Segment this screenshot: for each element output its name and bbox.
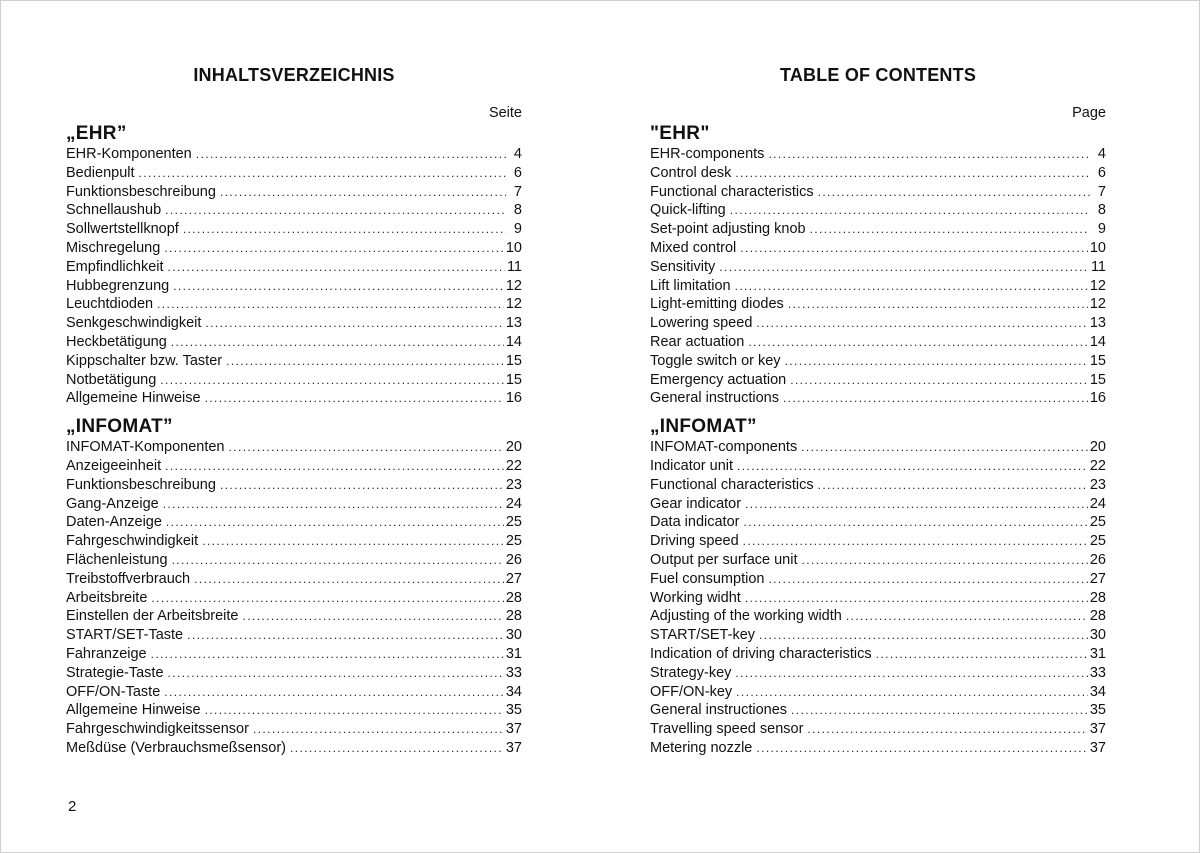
toc-entry [66, 164, 522, 183]
toc-entry-label: Bedienpult [66, 164, 135, 181]
toc-entry-label: START/SET-key [650, 627, 756, 644]
toc-entry [66, 201, 522, 220]
toc-entry [66, 720, 522, 739]
toc-entry-page: 35 [1089, 702, 1106, 719]
toc-entry-label: Indicator unit [650, 457, 734, 474]
toc-entry [650, 164, 1106, 183]
dot-leader [165, 457, 504, 476]
toc-entry-page: 26 [1089, 551, 1106, 568]
toc-entry [66, 145, 522, 164]
toc-entry-label: Treibstoffverbrauch [66, 570, 191, 587]
toc-entry-page: 15 [1089, 352, 1106, 369]
toc-entry-label: Fahrgeschwindigkeit [66, 533, 199, 550]
toc-entry-label: Fahrgeschwindigkeitssensor [66, 721, 249, 738]
dot-leader [171, 333, 504, 352]
toc-entry-page: 24 [1089, 495, 1106, 512]
toc-entry-label: Toggle switch or key [650, 352, 781, 369]
toc-entry-label: Sensitivity [650, 258, 716, 275]
toc-entry-label: Control desk [650, 164, 732, 181]
toc-entry-page: 37 [505, 721, 522, 738]
toc-entry-page: 25 [1089, 514, 1106, 531]
toc-entry [66, 476, 522, 495]
toc-entry-label: Mischregelung [66, 239, 161, 256]
toc-entry-page: 11 [1090, 258, 1106, 275]
toc-entry-page: 28 [1089, 608, 1106, 625]
toc-entry-label: Fuel consumption [650, 570, 765, 587]
toc-entry [66, 589, 522, 608]
toc-entry-page: 22 [1089, 457, 1106, 474]
toc-entry-page: 25 [1089, 533, 1106, 550]
toc-entry-page: 30 [505, 627, 522, 644]
dot-leader [730, 201, 1090, 220]
toc-entry-label: Fahranzeige [66, 645, 147, 662]
toc-entry-label: Kippschalter bzw. Taster [66, 352, 223, 369]
toc-entry-page: 4 [513, 146, 522, 162]
toc-entry-page: 28 [1089, 589, 1106, 606]
dot-leader [187, 626, 504, 645]
toc-list-infomat [66, 438, 522, 758]
toc-entry [66, 314, 522, 333]
toc-entry-page: 7 [1097, 183, 1106, 200]
toc-entry [66, 333, 522, 352]
section-title-ehr: "EHR" [650, 123, 710, 144]
dot-leader [226, 352, 504, 371]
toc-entry [66, 645, 522, 664]
toc-entry [650, 183, 1106, 202]
toc-entry-label: Allgemeine Hinweise [66, 390, 201, 407]
toc-entry-page: 27 [505, 570, 522, 587]
toc-entry-label: Lowering speed [650, 315, 753, 332]
toc-entry-label: Set-point adjusting knob [650, 221, 806, 238]
toc-entry [66, 438, 522, 457]
toc-entry-page: 37 [1089, 739, 1106, 756]
dot-leader [168, 664, 504, 683]
toc-entry-page: 8 [513, 202, 522, 219]
dot-leader [735, 664, 1087, 683]
dot-leader [160, 371, 504, 390]
toc-entry-label: Indication of driving characteristics [650, 645, 872, 662]
dot-leader [745, 589, 1088, 608]
dot-leader [745, 495, 1088, 514]
toc-entry-label: Flächenleistung [66, 551, 168, 568]
toc-entry-page: 9 [1097, 221, 1106, 238]
dot-leader [740, 239, 1088, 258]
toc-entry-label: Meßdüse (Verbrauchsmeßsensor) [66, 739, 286, 756]
toc-entry [66, 258, 522, 277]
dot-leader [783, 389, 1088, 408]
dot-leader [164, 239, 504, 258]
dot-leader [802, 551, 1088, 570]
dot-leader [735, 277, 1088, 296]
toc-entry [66, 701, 522, 720]
dot-leader [194, 570, 504, 589]
dot-leader [168, 258, 505, 277]
toc-entry-label: OFF/ON-key [650, 683, 733, 700]
dot-leader [768, 570, 1087, 589]
toc-entry-label: Funktionsbeschreibung [66, 183, 216, 200]
toc-entry-label: OFF/ON-Taste [66, 683, 161, 700]
toc-entry-page: 11 [506, 258, 522, 275]
dot-leader [810, 220, 1090, 239]
section-title-infomat: „INFOMAT” [66, 416, 173, 438]
dot-leader [846, 607, 1088, 626]
toc-entry-page: 37 [505, 739, 522, 756]
dot-leader [876, 645, 1088, 664]
toc-entry-label: Empfindlichkeit [66, 258, 164, 275]
toc-entry [66, 607, 522, 626]
toc-column-german [66, 62, 522, 758]
toc-entry [66, 570, 522, 589]
toc-column-english [650, 62, 1106, 758]
dot-leader [229, 438, 504, 457]
toc-entry [650, 371, 1106, 390]
dot-leader [163, 495, 504, 514]
dot-leader [166, 513, 504, 532]
section-title-infomat: „INFOMAT” [650, 416, 757, 438]
toc-entry-page: 8 [1097, 202, 1106, 219]
dot-leader [737, 457, 1088, 476]
toc-entry-label: Arbeitsbreite [66, 589, 148, 606]
toc-entry-label: Sollwertstellknopf [66, 221, 179, 238]
toc-entry-label: Leuchtdioden [66, 296, 154, 313]
toc-entry [650, 589, 1106, 608]
toc-entry [650, 513, 1106, 532]
toc-entry-page: 28 [505, 608, 522, 625]
toc-entry-label: Daten-Anzeige [66, 514, 162, 531]
dot-leader [220, 476, 504, 495]
dot-leader [748, 333, 1088, 352]
toc-entry [650, 277, 1106, 296]
toc-entry-label: Anzeigeeinheit [66, 457, 162, 474]
toc-entry-label: START/SET-Taste [66, 627, 184, 644]
toc-entry-page: 9 [513, 221, 522, 238]
toc-entry-label: Data indicator [650, 514, 740, 531]
toc-entry-page: 23 [1089, 476, 1106, 493]
toc-entry [650, 683, 1106, 702]
dot-leader [172, 551, 504, 570]
toc-entry-label: Notbetätigung [66, 371, 157, 388]
toc-entry-label: Schnellaushub [66, 202, 162, 219]
toc-entry [650, 220, 1106, 239]
toc-entry [66, 220, 522, 239]
dot-leader [205, 701, 504, 720]
toc-entry-page: 27 [1089, 570, 1106, 587]
dot-leader [290, 739, 504, 758]
dot-leader [164, 683, 504, 702]
toc-entry [66, 626, 522, 645]
toc-entry [650, 438, 1106, 457]
toc-entry-page: 12 [1089, 277, 1106, 294]
toc-entry-label: Emergency actuation [650, 371, 787, 388]
toc-entry [66, 495, 522, 514]
toc-entry-page: 10 [505, 239, 522, 256]
section-title-ehr: „EHR” [66, 123, 127, 144]
toc-title-english: TABLE OF CONTENTS [779, 65, 977, 85]
toc-entry-page: 12 [505, 296, 522, 313]
dot-leader [759, 626, 1088, 645]
toc-entry-page: 10 [1089, 239, 1106, 256]
toc-entry-label: Funktionsbeschreibung [66, 476, 216, 493]
toc-entry-page: 31 [505, 645, 522, 662]
toc-entry-page: 16 [1089, 390, 1106, 407]
dot-leader [743, 513, 1087, 532]
toc-entry-page: 33 [505, 664, 522, 681]
toc-entry-label: INFOMAT-Komponenten [66, 439, 225, 456]
toc-entry [650, 239, 1106, 258]
dot-leader [768, 145, 1090, 164]
toc-entry [650, 389, 1106, 408]
toc-entry [650, 607, 1106, 626]
toc-entry [66, 239, 522, 258]
dot-leader [756, 739, 1088, 758]
toc-entry-label: Gang-Anzeige [66, 495, 159, 512]
toc-entry-label: Adjusting of the working width [650, 608, 842, 625]
toc-entry-page: 22 [505, 457, 522, 474]
dot-leader [157, 295, 504, 314]
dot-leader [756, 314, 1087, 333]
toc-entry-label: Functional characteristics [650, 183, 814, 200]
dot-leader [807, 720, 1087, 739]
toc-entry [650, 457, 1106, 476]
toc-entry-page: 15 [505, 371, 522, 388]
toc-entry [66, 277, 522, 296]
toc-entry-page: 20 [1089, 439, 1106, 456]
dot-leader [151, 589, 503, 608]
toc-entry-label: General instructions [650, 390, 779, 407]
toc-entry-page: 14 [505, 333, 522, 350]
toc-entry [650, 532, 1106, 551]
toc-entry-page: 30 [1089, 627, 1106, 644]
toc-entry-page: 24 [505, 495, 522, 512]
toc-entry-label: INFOMAT-components [650, 439, 798, 456]
toc-entry [66, 664, 522, 683]
toc-entry-page: 13 [1089, 315, 1106, 332]
dot-leader [791, 701, 1088, 720]
dot-leader [205, 389, 504, 408]
page-number: 2 [68, 798, 77, 815]
toc-entry [650, 720, 1106, 739]
toc-entry-page: 25 [505, 533, 522, 550]
toc-list-infomat [650, 438, 1106, 758]
toc-entry-label: EHR-Komponenten [66, 146, 192, 162]
toc-entry-label: Output per surface unit [650, 551, 798, 568]
toc-entry [66, 352, 522, 371]
toc-entry [66, 513, 522, 532]
toc-entry-label: Light-emitting diodes [650, 296, 784, 313]
toc-entry-label: Lift limitation [650, 277, 731, 294]
toc-entry-label: Senkgeschwindigkeit [66, 315, 202, 332]
toc-entry-page: 7 [513, 183, 522, 200]
page-column-label: Page [1072, 105, 1106, 121]
toc-entry-page: 33 [1089, 664, 1106, 681]
dot-leader [173, 277, 504, 296]
toc-entry-label: Strategie-Taste [66, 664, 164, 681]
toc-entry-label: EHR-components [650, 146, 765, 162]
toc-entry [650, 626, 1106, 645]
toc-entry [66, 295, 522, 314]
toc-entry [650, 664, 1106, 683]
toc-entry [650, 701, 1106, 720]
toc-entry-page: 25 [505, 514, 522, 531]
toc-list-ehr [66, 145, 522, 408]
toc-entry [650, 476, 1106, 495]
toc-entry-page: 6 [1097, 164, 1106, 181]
toc-entry-label: Functional characteristics [650, 476, 814, 493]
toc-entry-page: 37 [1089, 721, 1106, 738]
toc-entry [650, 258, 1106, 277]
toc-entry [650, 145, 1106, 164]
toc-entry-page: 16 [505, 390, 522, 407]
toc-entry-label: Einstellen der Arbeitsbreite [66, 608, 239, 625]
toc-entry-label: Allgemeine Hinweise [66, 702, 201, 719]
toc-entry [650, 551, 1106, 570]
toc-entry [66, 371, 522, 390]
toc-entry-label: Gear indicator [650, 495, 742, 512]
dot-leader [202, 532, 504, 551]
dot-leader [743, 532, 1088, 551]
toc-entry-label: Heckbetätigung [66, 333, 167, 350]
dot-leader [151, 645, 504, 664]
toc-entry [650, 645, 1106, 664]
toc-entry-page: 34 [505, 683, 522, 700]
toc-entry-label: Travelling speed sensor [650, 721, 804, 738]
toc-entry [650, 201, 1106, 220]
dot-leader [788, 295, 1088, 314]
toc-entry [650, 314, 1106, 333]
toc-entry [66, 739, 522, 758]
toc-title-german: INHALTSVERZEICHNIS [193, 65, 395, 85]
toc-entry [650, 570, 1106, 589]
dot-leader [220, 183, 506, 202]
toc-entry-page: 26 [505, 551, 522, 568]
toc-entry [66, 389, 522, 408]
toc-entry-label: Working widht [650, 589, 741, 606]
toc-entry [650, 295, 1106, 314]
toc-entry-page: 20 [505, 439, 522, 456]
toc-entry [66, 457, 522, 476]
toc-entry [66, 551, 522, 570]
toc-entry-page: 15 [505, 352, 522, 369]
dot-leader [183, 220, 506, 239]
dot-leader [165, 201, 506, 220]
toc-entry-page: 23 [505, 476, 522, 493]
dot-leader [818, 183, 1090, 202]
toc-entry-label: Driving speed [650, 533, 739, 550]
dot-leader [719, 258, 1089, 277]
toc-entry-page: 12 [505, 277, 522, 294]
dot-leader [139, 164, 506, 183]
dot-leader [790, 371, 1088, 390]
toc-entry-label: General instructiones [650, 702, 788, 719]
toc-entry-page: 35 [505, 702, 522, 719]
toc-entry-label: Hubbegrenzung [66, 277, 170, 294]
dot-leader [243, 607, 504, 626]
toc-list-ehr [650, 145, 1106, 408]
toc-entry [66, 683, 522, 702]
toc-entry-page: 34 [1089, 683, 1106, 700]
toc-entry-page: 13 [505, 315, 522, 332]
dot-leader [253, 720, 504, 739]
dot-leader [196, 145, 506, 164]
toc-entry-label: Quick-lifting [650, 202, 726, 219]
toc-entry-page: 31 [1089, 645, 1106, 662]
toc-entry-label: Strategy-key [650, 664, 732, 681]
toc-entry [650, 333, 1106, 352]
toc-entry-page: 15 [1089, 371, 1106, 388]
dot-leader [785, 352, 1088, 371]
toc-entry [650, 352, 1106, 371]
toc-entry-label: Rear actuation [650, 333, 745, 350]
toc-entry-page: 28 [505, 589, 522, 606]
dot-leader [736, 683, 1088, 702]
toc-entry [66, 532, 522, 551]
page-column-label: Seite [488, 105, 522, 121]
toc-entry-label: Metering nozzle [650, 739, 753, 756]
toc-entry-page: 14 [1089, 333, 1106, 350]
dot-leader [735, 164, 1090, 183]
toc-entry [650, 495, 1106, 514]
toc-entry-page: 4 [1097, 146, 1106, 162]
toc-entry-label: Mixed control [650, 239, 737, 256]
dot-leader [801, 438, 1088, 457]
toc-entry [66, 183, 522, 202]
dot-leader [818, 476, 1088, 495]
dot-leader [205, 314, 503, 333]
toc-entry-page: 6 [513, 164, 522, 181]
toc-entry-page: 12 [1089, 296, 1106, 313]
toc-entry [650, 739, 1106, 758]
